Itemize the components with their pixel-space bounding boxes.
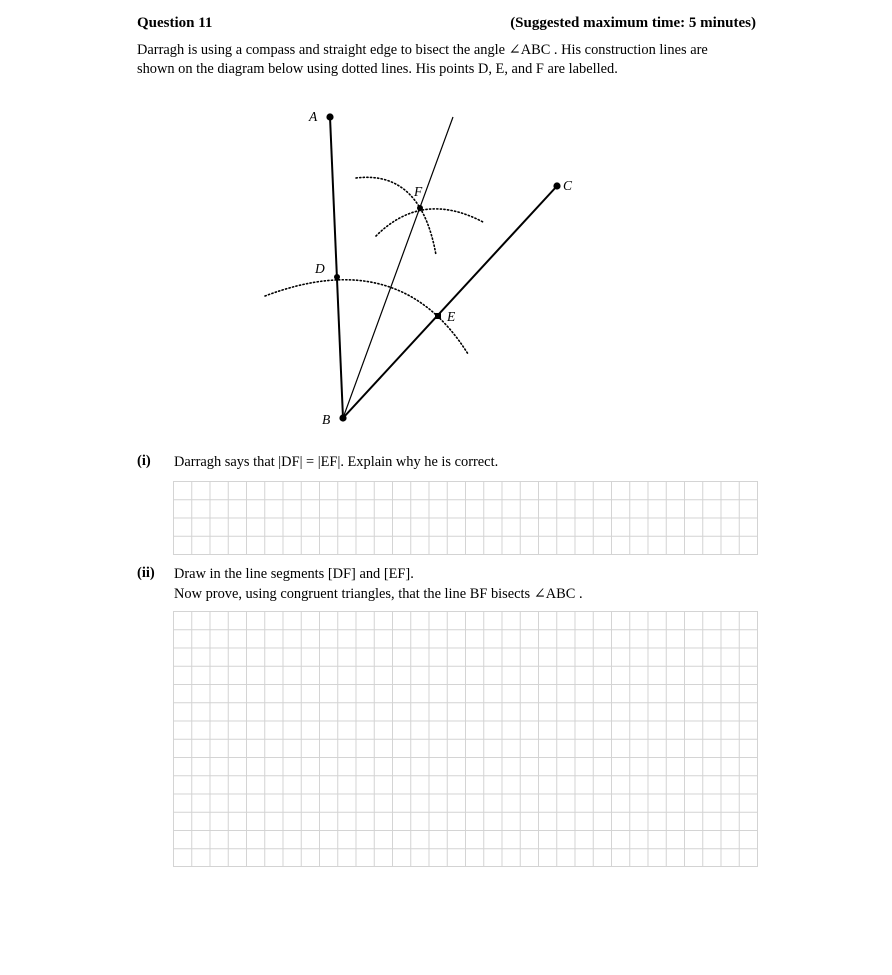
part-ii-label: (ii) <box>137 565 155 581</box>
point-d <box>334 274 340 280</box>
point-b <box>339 414 346 421</box>
part-ii-text <box>174 564 583 604</box>
answer-grid-part-ii[interactable] <box>173 611 758 867</box>
construction-arc-from-e <box>356 177 436 255</box>
part-i-label: (i) <box>137 453 151 469</box>
question-title: Question 11 <box>137 15 213 31</box>
intro-line-2: shown on the diagram below using dotted lines. His points D, E, and F are labelled. <box>137 61 618 77</box>
intro-line-1: Darragh is using a compass and straight edge to bisect the angle ∠ABC . His construction lines are <box>137 42 708 58</box>
label-f: F <box>414 184 423 199</box>
point-a <box>326 113 333 120</box>
ray-ba <box>330 117 343 418</box>
label-e: E <box>447 309 456 324</box>
point-e <box>435 313 441 319</box>
bisector-bf <box>343 117 453 418</box>
construction-arc-from-d <box>376 209 483 236</box>
part-ii-line-2: Now prove, using congruent triangles, that the line BF bisects ∠ABC . <box>174 586 583 602</box>
part-ii-line-1: Draw in the line segments [DF] and [EF]. <box>174 566 414 582</box>
label-d: D <box>315 261 325 276</box>
label-a: A <box>309 109 318 124</box>
answer-grid-part-i[interactable] <box>173 481 758 555</box>
suggested-time: (Suggested maximum time: 5 minutes) <box>510 15 756 31</box>
part-i-text <box>174 452 498 472</box>
label-b: B <box>322 412 331 427</box>
point-f <box>417 205 423 211</box>
ray-bc <box>343 186 557 418</box>
label-c: C <box>563 178 573 193</box>
part-i-line: Darragh says that |DF| = |EF|. Explain why he is correct. <box>174 454 499 470</box>
point-c <box>553 182 560 189</box>
